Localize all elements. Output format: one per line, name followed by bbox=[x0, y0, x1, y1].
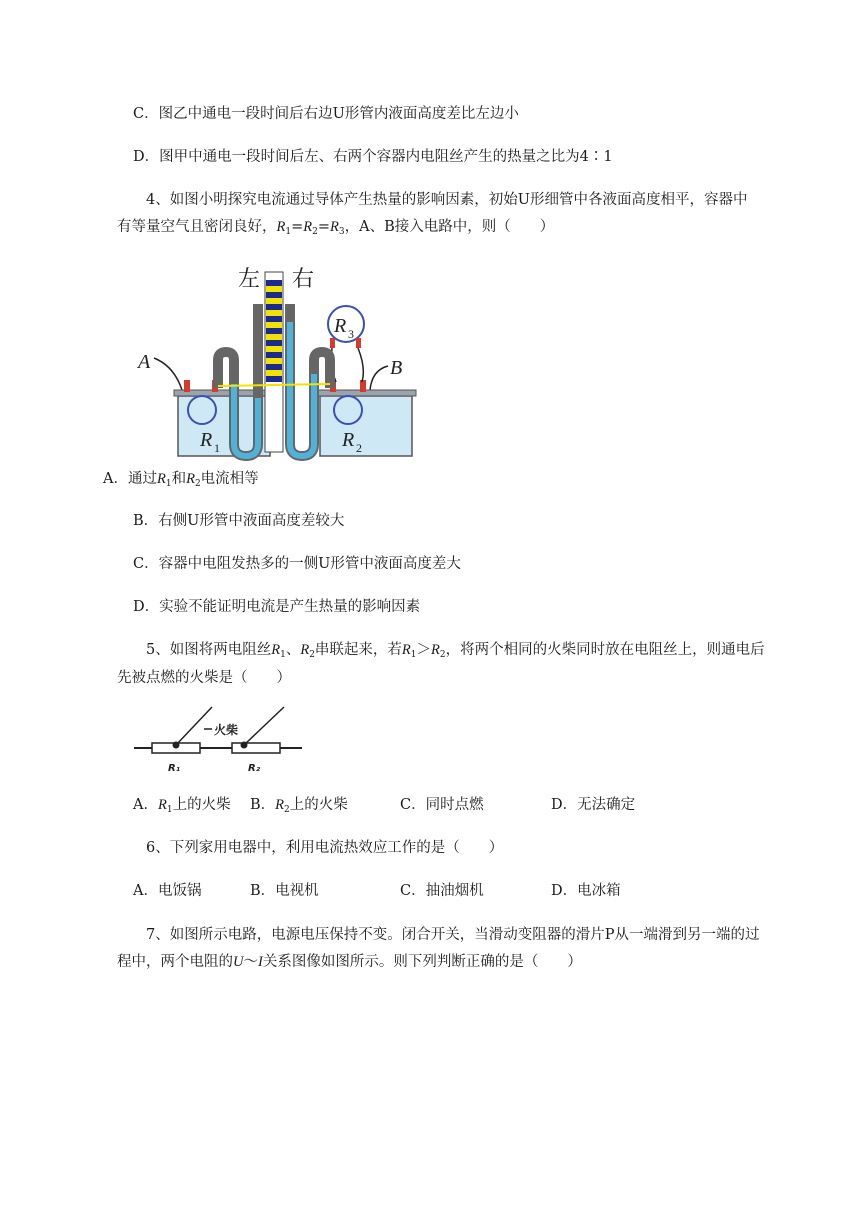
q4-stem-line1: 4、如图小明探究电流通过导体产生热量的影响因素，初始U形细管中各液面高度相平，容器中 bbox=[146, 192, 748, 208]
figure-label-a: A bbox=[138, 351, 151, 373]
q5-stem-line2: 先被点燃的火柴是（ ） bbox=[117, 670, 291, 686]
figure-label-right: 右 bbox=[292, 267, 315, 292]
figure-label-r1-sub: 1 bbox=[214, 441, 220, 455]
q5-option-a: A．$R_1$上的火柴 bbox=[133, 797, 231, 815]
r3-terminal-2 bbox=[356, 338, 361, 348]
q5-option-c: C．同时点燃 bbox=[400, 797, 484, 813]
q4-option-b: B．右侧U形管中液面高度差较大 bbox=[133, 513, 345, 529]
match-label: 火柴 bbox=[214, 723, 239, 737]
q4-option-c: C．容器中电阻发热多的一侧U形管中液面高度差大 bbox=[133, 556, 461, 572]
figure-label-r2: R bbox=[342, 429, 355, 451]
q7-stem-line2: 程中，两个电阻的U～I关系图像如图所示。则下列判断正确的是（ ） bbox=[117, 954, 582, 970]
q5-match-figure bbox=[134, 703, 304, 775]
match-stick-1 bbox=[176, 707, 212, 745]
q3-option-d: D．图甲中通电一段时间后左、右两个容器内电阻丝产生的热量之比为4∶1 bbox=[133, 149, 613, 165]
figure-label-b: B bbox=[390, 357, 403, 379]
q6-option-b: B．电视机 bbox=[250, 883, 319, 899]
scale-stripes bbox=[266, 280, 282, 382]
q5-stem-line1: 5、如图将两电阻丝$R_1$、$R_2$串联起来，若$R_1>R_2$，将两个相同的火柴同时放在电阻丝上，则通电后 bbox=[146, 642, 765, 660]
figure-label-left: 左 bbox=[238, 267, 261, 292]
right-container bbox=[320, 396, 412, 456]
match-stick-2 bbox=[244, 707, 284, 745]
wire-b bbox=[370, 366, 388, 390]
q6-option-c: C．抽油烟机 bbox=[400, 883, 484, 899]
q6-stem: 6、下列家用电器中，利用电流热效应工作的是（ ） bbox=[146, 840, 504, 856]
q4-stem-line2: 有等量空气且密闭良好，$R_1=R_2=R_3$，A、B接入电路中，则（ ） bbox=[117, 219, 555, 237]
q6-option-d: D．电冰箱 bbox=[551, 883, 621, 899]
figure-label-r1: R₁ bbox=[168, 763, 181, 774]
figure-label-r1: R bbox=[200, 429, 213, 451]
q5-option-b: B．$R_2$上的火柴 bbox=[250, 797, 348, 815]
left-terminal-1 bbox=[184, 380, 190, 392]
q3-option-c: C．图乙中通电一段时间后右边U形管内液面高度差比左边小 bbox=[133, 106, 519, 122]
figure-label-r3: R bbox=[334, 315, 347, 337]
resistor-r2 bbox=[232, 743, 280, 753]
q4-apparatus-figure bbox=[134, 258, 424, 464]
wire-a bbox=[154, 358, 182, 390]
figure-label-r2-sub: 2 bbox=[356, 441, 362, 455]
q4-option-a: A．通过$R_1$和$R_2$电流相等 bbox=[103, 471, 259, 489]
figure-label-r2: R₂ bbox=[248, 763, 261, 774]
q5-option-d: D．无法确定 bbox=[551, 797, 636, 813]
r3-terminal-1 bbox=[330, 338, 335, 348]
q7-stem-line1: 7、如图所示电路，电源电压保持不变。闭合开关，当滑动变阻器的滑片P从一端滑到另一端的过 bbox=[146, 927, 760, 943]
q6-option-a: A．电饭锅 bbox=[133, 883, 202, 899]
figure-label-r3-sub: 3 bbox=[348, 327, 354, 341]
right-terminal-2 bbox=[360, 380, 366, 392]
q4-option-d: D．实验不能证明电流是产生热量的影响因素 bbox=[133, 599, 421, 615]
r3-wire-2 bbox=[358, 348, 363, 382]
